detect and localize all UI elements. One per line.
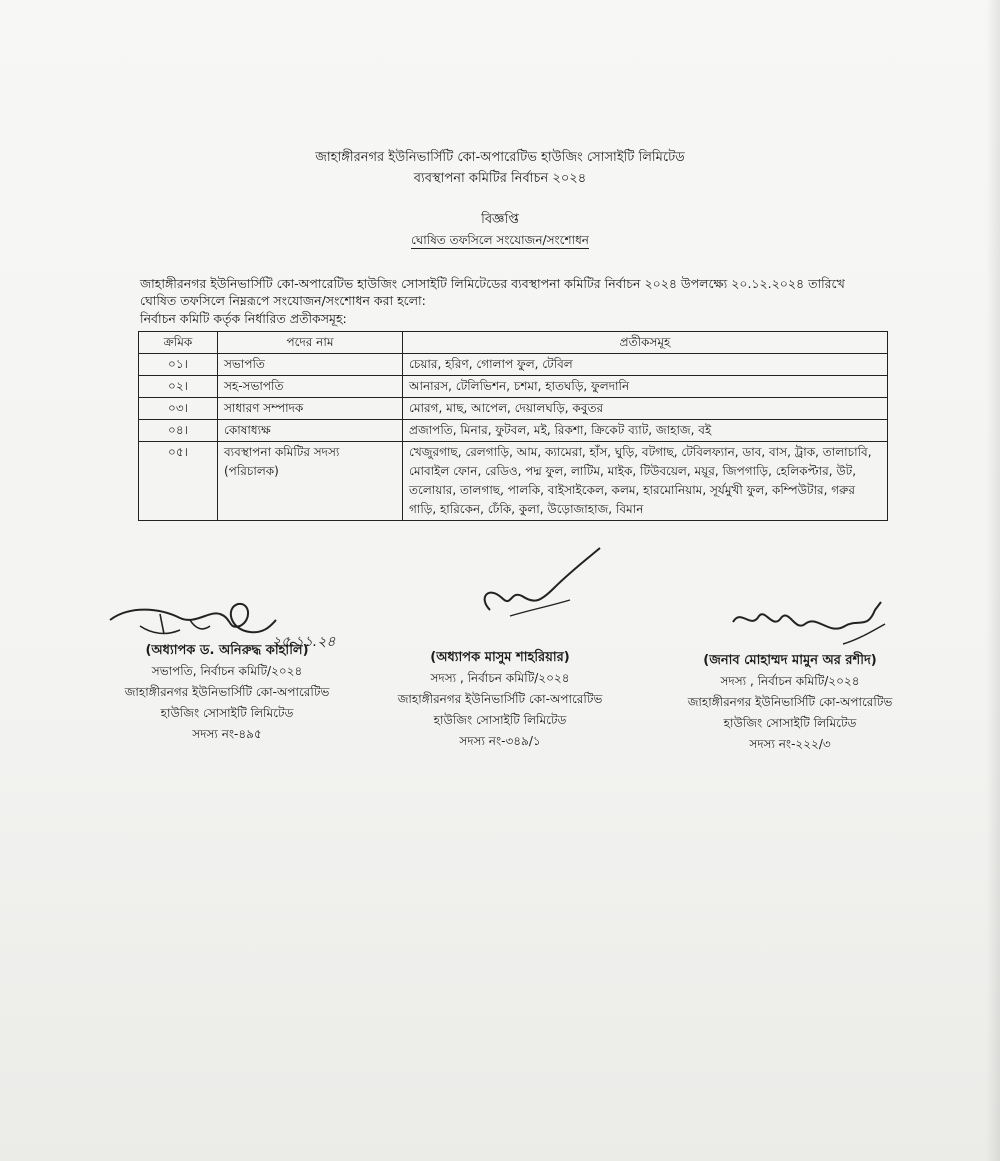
table-row xyxy=(139,398,888,420)
notice-label: বিজ্ঞপ্তি xyxy=(481,212,519,227)
header-post: পদের নাম xyxy=(218,332,403,354)
signatory-2-org-line1: জাহাঙ্গীরনগর ইউনিভার্সিটি কো-অপারেটিভ xyxy=(397,692,603,706)
header-symbols: প্রতীকসমূহ xyxy=(403,332,888,354)
row-post: কোষাধ্যক্ষ xyxy=(218,420,403,442)
signature-1-date: ২৫.১১.২৪ xyxy=(272,634,336,650)
header-serial: ক্রমিক xyxy=(139,332,218,354)
signatory-1-org-line1: জাহাঙ্গীরনগর ইউনিভার্সিটি কো-অপারেটিভ xyxy=(124,685,330,699)
signatory-3-org-line2: হাউজিং সোসাইটি লিমিটেড xyxy=(723,716,857,730)
signatory-1-member-no: সদস্য নং-৪৯৫ xyxy=(192,727,262,741)
signatory-2-member-no: সদস্য নং-৩৪৯/১ xyxy=(459,734,541,748)
notice-subject xyxy=(0,232,1000,252)
signature-3 xyxy=(725,600,895,650)
signatory-1-name: (অধ্যাপক ড. অনিরুদ্ধ কাহালি) xyxy=(145,643,309,658)
table-caption: নির্বাচন কমিটি কর্তৃক নির্ধারিত প্রতীকসমূহ: xyxy=(140,311,347,326)
signatory-2-role: সদস্য , নির্বাচন কমিটি/২০২৪ xyxy=(430,671,570,685)
signatory-3-org-line1: জাহাঙ্গীরনগর ইউনিভার্সিটি কো-অপারেটিভ xyxy=(687,695,893,709)
row-post: সাধারণ সম্পাদক xyxy=(218,398,403,420)
signatory-1-org-line2: হাউজিং সোসাইটি লিমিটেড xyxy=(160,706,294,720)
row-serial: ০১। xyxy=(139,354,218,376)
row-post: সভাপতি xyxy=(218,354,403,376)
signatory-3-role: সদস্য , নির্বাচন কমিটি/২০২৪ xyxy=(720,674,860,688)
table-row xyxy=(139,376,888,398)
row-symbols: আনারস, টেলিভিশন, চশমা, হাতঘড়ি, ফুলদানি xyxy=(403,376,888,398)
signatory-2 xyxy=(350,647,650,752)
row-symbols: চেয়ার, হরিণ, গোলাপ ফুল, টেবিল xyxy=(403,354,888,376)
symbols-table xyxy=(138,331,888,521)
row-serial: ০৪। xyxy=(139,420,218,442)
table-row xyxy=(139,354,888,376)
signatory-1 xyxy=(82,640,372,745)
row-symbols: মোরগ, মাছ, আপেল, দেয়ালঘড়ি, কবুতর xyxy=(403,398,888,420)
row-symbols: খেজুরগাছ, রেলগাড়ি, আম, ক্যামেরা, হাঁস, ঘুড়ি, বটগাছ, টেবিলফ্যান, ডাব, বাস, ট্রাক, তালাচাবি, মোবাইল ফোন, রেডিও, পদ্ম ফুল, লাটিম, মাইক, টিউবয়েল, ময়ূর, জিপগাড়ি, হেলিকপ্টার, উট, তলোয়ার, তালগাছ, পালকি, বাইসাইকেল, কলম, হারমোনিয়াম, সূর্যমুখী ফুল, কম্পিউটার, গরুর গাড়ি, হারিকেন, ঢেঁকি, কুলা, উড়োজাহাজ, বিমান xyxy=(403,442,888,521)
row-serial: ০৩। xyxy=(139,398,218,420)
signatory-3-name: (জনাব মোহাম্মদ মামুন অর রশীদ) xyxy=(703,653,877,668)
row-serial: ০৫। xyxy=(139,442,218,521)
notice-paragraph: জাহাঙ্গীরনগর ইউনিভার্সিটি কো-অপারেটিভ হাউজিং সোসাইটি লিমিটেডের ব্যবস্থাপনা কমিটির নির্বাচন ২০২৪ উপলক্ষ্যে ২০.১২.২০২৪ তারিখে ঘোষিত তফসিলে নিম্নরূপে সংযোজন/সংশোধন করা হলো: xyxy=(140,276,845,308)
row-post: সহ-সভাপতি xyxy=(218,376,403,398)
row-symbols: প্রজাপতি, মিনার, ফুটবল, মই, রিকশা, ক্রিকেট ব্যাট, জাহাজ, বই xyxy=(403,420,888,442)
signatory-3 xyxy=(650,650,930,755)
signatory-2-name: (অধ্যাপক মাসুম শাহরিয়ার) xyxy=(430,650,570,665)
signatory-3-member-no: সদস্য নং-২২২/৩ xyxy=(749,737,831,751)
notice-subject-text: ঘোষিত তফসিলে সংযোজন/সংশোধন xyxy=(411,233,589,247)
election-title: ব্যবস্থাপনা কমিটির নির্বাচন ২০২৪ xyxy=(413,171,587,186)
table-header-row xyxy=(139,332,888,354)
org-title: জাহাঙ্গীরনগর ইউনিভার্সিটি কো-অপারেটিভ হাউজিং সোসাইটি লিমিটেড xyxy=(315,150,685,165)
signature-2 xyxy=(470,540,610,625)
table-row xyxy=(139,420,888,442)
signatory-2-org-line2: হাউজিং সোসাইটি লিমিটেড xyxy=(433,713,567,727)
signatory-1-role: সভাপতি, নির্বাচন কমিটি/২০২৪ xyxy=(151,664,303,678)
row-serial: ০২। xyxy=(139,376,218,398)
table-row xyxy=(139,442,888,521)
row-post: ব্যবস্থাপনা কমিটির সদস্য (পরিচালক) xyxy=(218,442,403,521)
